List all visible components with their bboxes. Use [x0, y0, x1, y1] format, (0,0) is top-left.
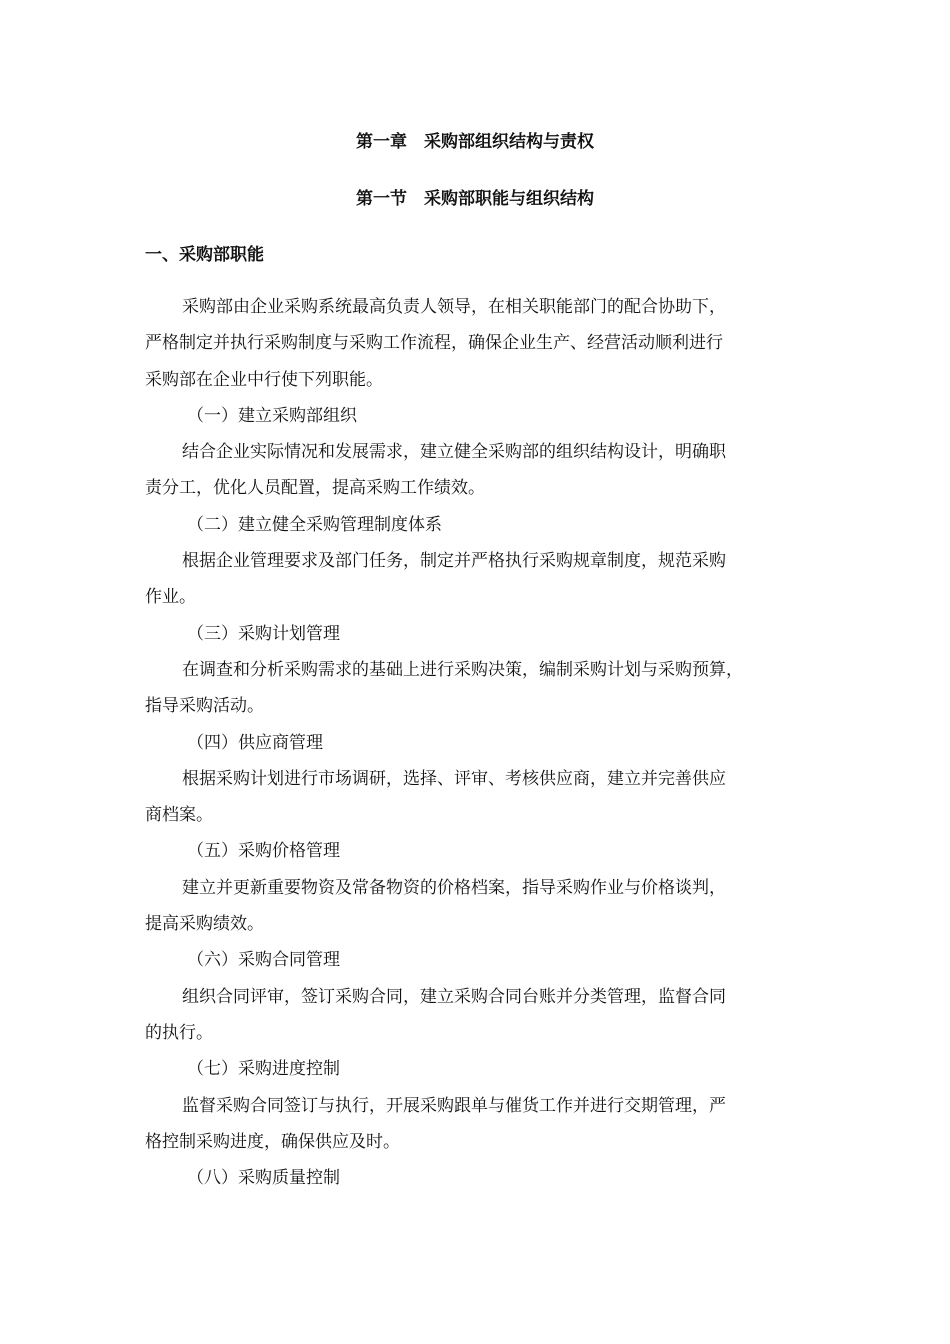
paragraph-line: 监督采购合同签订与执行，开展采购跟单与催货工作并进行交期管理，严 — [182, 1095, 726, 1116]
subheading-line: （八）采购质量控制 — [187, 1168, 340, 1189]
paragraph-line: 的执行。 — [145, 1022, 213, 1043]
paragraph-line: 作业。 — [145, 587, 196, 608]
chapter-title: 第一章 采购部组织结构与责权 — [356, 132, 594, 152]
paragraph-line: 责分工，优化人员配置，提高采购工作绩效。 — [145, 478, 485, 499]
paragraph-line: 组织合同评审，签订采购合同，建立采购合同台账并分类管理，监督合同 — [182, 986, 726, 1007]
paragraph-line: 商档案。 — [145, 805, 213, 826]
document-body — [145, 289, 807, 1196]
heading-procurement-functions: 一、采购部职能 — [145, 245, 264, 265]
subheading-line: （四）供应商管理 — [187, 732, 323, 753]
paragraph-line: 采购部由企业采购系统最高负责人领导，在相关职能部门的配合协助下， — [182, 297, 726, 317]
section-title: 第一节 采购部职能与组织结构 — [356, 189, 594, 209]
paragraph-line: 根据采购计划进行市场调研，选择、评审、考核供应商，建立并完善供应 — [182, 768, 726, 789]
paragraph-line: 提高采购绩效。 — [145, 914, 264, 935]
paragraph-line: 指导采购活动。 — [145, 696, 264, 717]
subheading-line: （五）采购价格管理 — [187, 841, 340, 862]
subheading-line: （六）采购合同管理 — [187, 950, 340, 971]
subheading-line: （七）采购进度控制 — [187, 1059, 340, 1080]
paragraph-line: 建立并更新重要物资及常备物资的价格档案，指导采购作业与价格谈判， — [182, 877, 726, 898]
paragraph-line: 严格制定并执行采购制度与采购工作流程，确保企业生产、经营活动顺利进行 — [145, 333, 723, 354]
paragraph-line: 结合企业实际情况和发展需求，建立健全采购部的组织结构设计，明确职 — [182, 442, 726, 463]
subheading-line: （二）建立健全采购管理制度体系 — [187, 514, 442, 535]
paragraph-line: 根据企业管理要求及部门任务，制定并严格执行采购规章制度，规范采购 — [182, 551, 726, 572]
paragraph-line: 格控制采购进度，确保供应及时。 — [145, 1131, 400, 1152]
paragraph-line: 采购部在企业中行使下列职能。 — [145, 369, 383, 390]
paragraph-line: 在调查和分析采购需求的基础上进行采购决策，编制采购计划与采购预算， — [182, 659, 743, 680]
subheading-line: （一）建立采购部组织 — [187, 405, 357, 426]
subheading-line: （三）采购计划管理 — [187, 623, 340, 644]
